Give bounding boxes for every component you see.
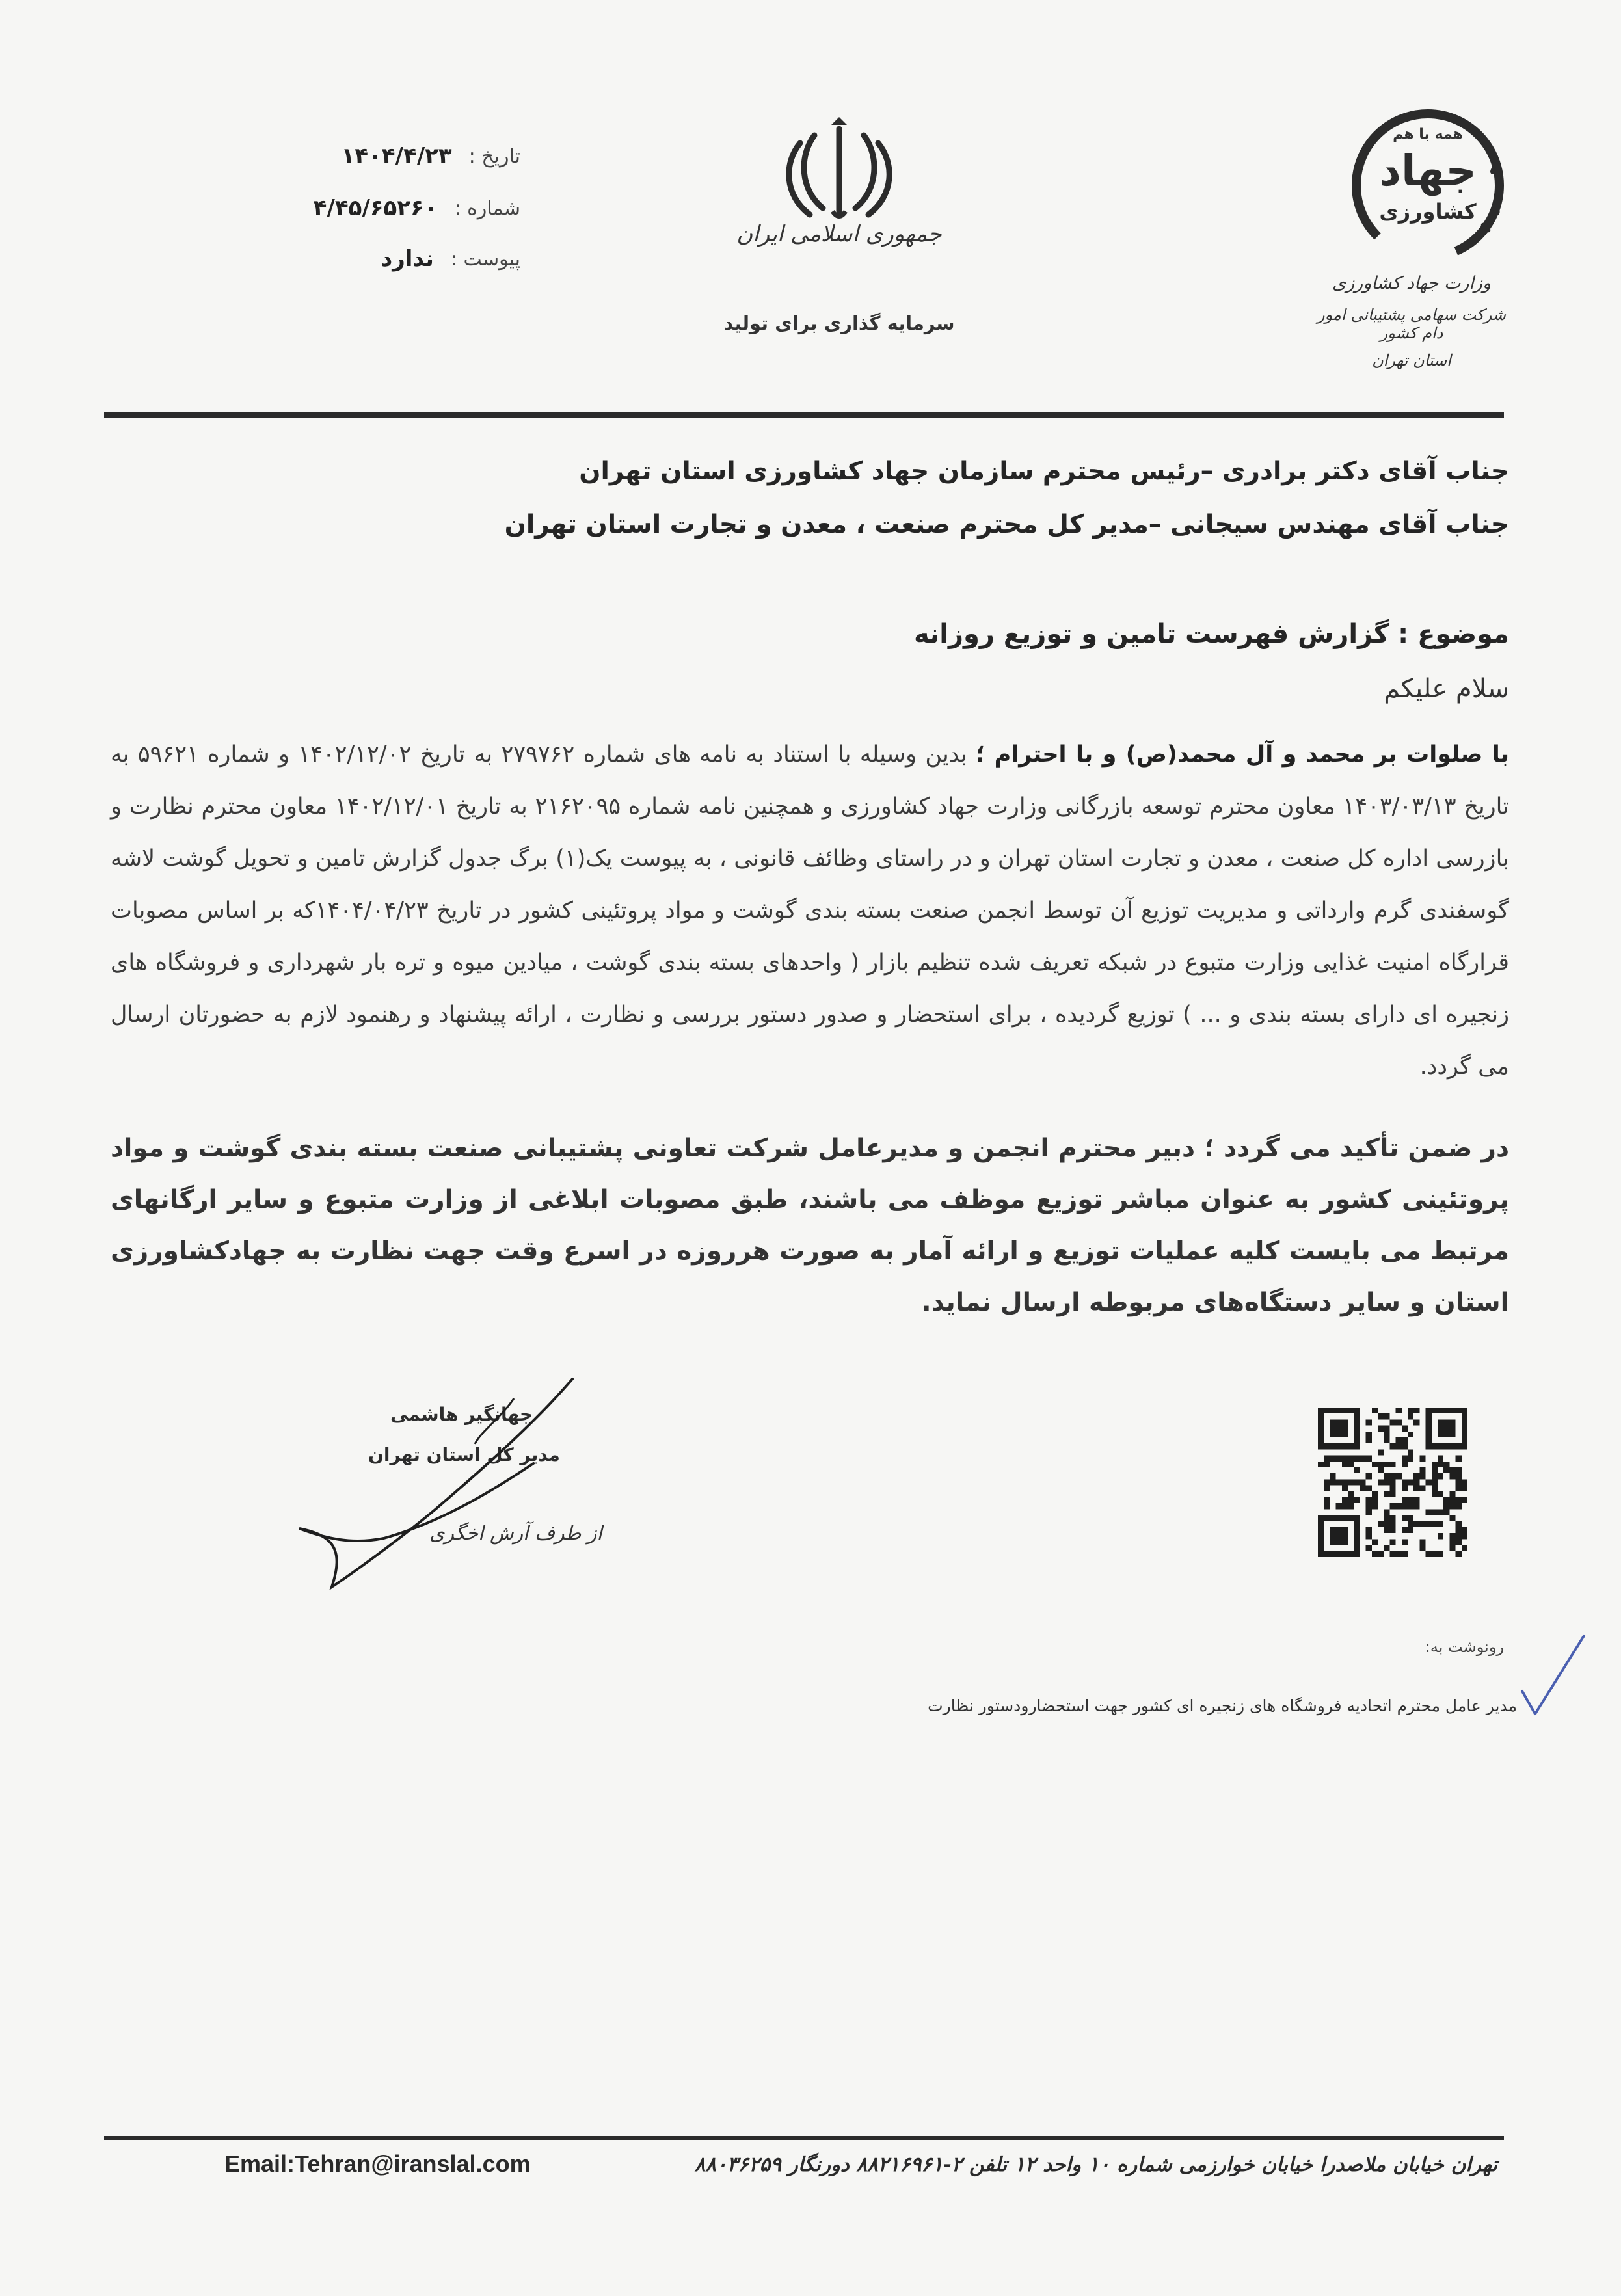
emblem-caption: جمهوری اسلامی ایران [736, 221, 942, 247]
checkmark-icon [1516, 1633, 1587, 1717]
org-company: شرکت سهامی پشتیبانی امور دام کشور [1317, 306, 1506, 342]
subject: موضوع : گزارش فهرست تامین و توزیع روزانه [914, 619, 1509, 649]
date-row [273, 137, 520, 176]
org-province: استان تهران [1372, 351, 1451, 369]
org-ministry: وزارت جهاد کشاورزی [1332, 273, 1491, 293]
body-paragraph-2: در ضمن تأکید می گردد ؛ دبیر محترم انجمن و مدیرعامل شرکت تعاونی پشتیبانی صنعت بسته بندی گوشت و مواد پروتئینی کشور به عنوان مباشر توزیع موظف می باشند، طبق مصوبات ابلاغی از وزارت متبوع و سایر ارگانهای مرتبط می بایست کلیه عملیات توزیع و ارائه آمار به صورت هرروزه در اسرع وقت جهت نظارت به جهادکشاورزی استان و سایر دستگاه‌های مربوطه ارسال نماید. [111, 1134, 1509, 1317]
handwritten-signature [286, 1372, 624, 1600]
recipient-2: جناب آقای مهندس سیجانی –مدیر کل محترم صنعت ، معدن و تجارت استان تهران [504, 510, 1509, 539]
paragraph-1-text: بدین وسیله با استناد به نامه های شماره ۲۷۹۷۶۲ به تاریخ ۱۴۰۲/۱۲/۰۲ و شماره ۵۹۶۲۱ به تاریخ ۱۴۰۳/۰۳/۱۳ معاون محترم توسعه بازرگانی وزارت جهاد کشاورزی و همچنین نامه شماره ۲۱۶۲۰۹۵ به تاریخ ۱۴۰۲/۱۲/۰۱ معاون محترم نظارت و بازرسی اداره کل صنعت ، معدن و تجارت استان تهران و در راستای وظائف قانونی ، به پیوست یک(۱) برگ جدول گزارش تامین و تحویل گوشت لاشه گوسفندی گرم وارداتی و مدیریت توزیع آن توسط انجمن صنعت بسته بندی گوشت و مواد پروتئینی کشور در تاریخ ۱۴۰۴/۰۴/۲۳که بر اساس مصوبات قرارگاه امنیت غذایی وزارت متبوع در شبکه تعریف شده تنظیم بازار ( واحدهای بسته بندی گوشت ، میادین میوه و تره بار شهرداری و فروشگاه های زنجیره ای دارای بسته بندی و ... ) توزیع گردیده ، برای استحضار و صدور دستور بررسی و نظارت ، ارائه پیشنهاد و رهنمود لازم به حضورتان ارسال می گردد. [111, 741, 1510, 1080]
on-behalf-note: از طرف آرش اخگری [429, 1522, 602, 1545]
logo-sub-text: کشاورزی [1379, 199, 1477, 224]
signatory-title: مدیر کل استان تهران [368, 1444, 560, 1465]
signatory-name: جهانگیر هاشمی [390, 1404, 533, 1425]
date-value: ۱۴۰۴/۴/۲۳ [341, 143, 452, 169]
qr-code-icon [1318, 1408, 1467, 1557]
greeting: با صلوات بر محمد و آل محمد(ص) و با احترام ؛ [976, 741, 1509, 768]
recipient-1: جناب آقای دکتر برادری –رئیس محترم سازمان جهاد کشاورزی استان تهران [579, 457, 1509, 486]
number-row [273, 189, 520, 228]
cc-label: رونوشت به: [1425, 1638, 1504, 1656]
logo-main-text: جهاد [1379, 146, 1477, 196]
attachment-label: پیوست : [450, 247, 520, 271]
footer-address: تهران خیابان ملاصدرا خیابان خوارزمی شماره ۱۰ واحد ۱۲ تلفن ۲-۸۸۲۱۶۹۶۱ دورنگار ۸۸۰۳۶۲۵۹ [694, 2153, 1497, 2176]
number-value: ۴/۴۵/۶۵۲۶۰ [313, 195, 438, 221]
logo-slogan: همه با هم [1393, 126, 1463, 142]
date-label: تاریخ : [468, 144, 520, 168]
attachment-row [273, 239, 520, 278]
number-label: شماره : [454, 196, 520, 220]
slogan: سرمایه گذاری برای تولید [723, 312, 955, 334]
footer-email: Email:Tehran@iranslal.com [224, 2150, 531, 2177]
header-divider [104, 412, 1504, 418]
cc-recipient: مدیر عامل محترم اتحادیه فروشگاه های زنجیره ای کشور جهت استحضارودستور نظارت [928, 1696, 1517, 1715]
iran-emblem-icon [774, 117, 904, 234]
salutation: سلام علیکم [1384, 674, 1509, 704]
body-paragraph-1 [111, 728, 1509, 1093]
footer-divider [104, 2136, 1504, 2140]
attachment-value: ندارد [381, 246, 434, 272]
